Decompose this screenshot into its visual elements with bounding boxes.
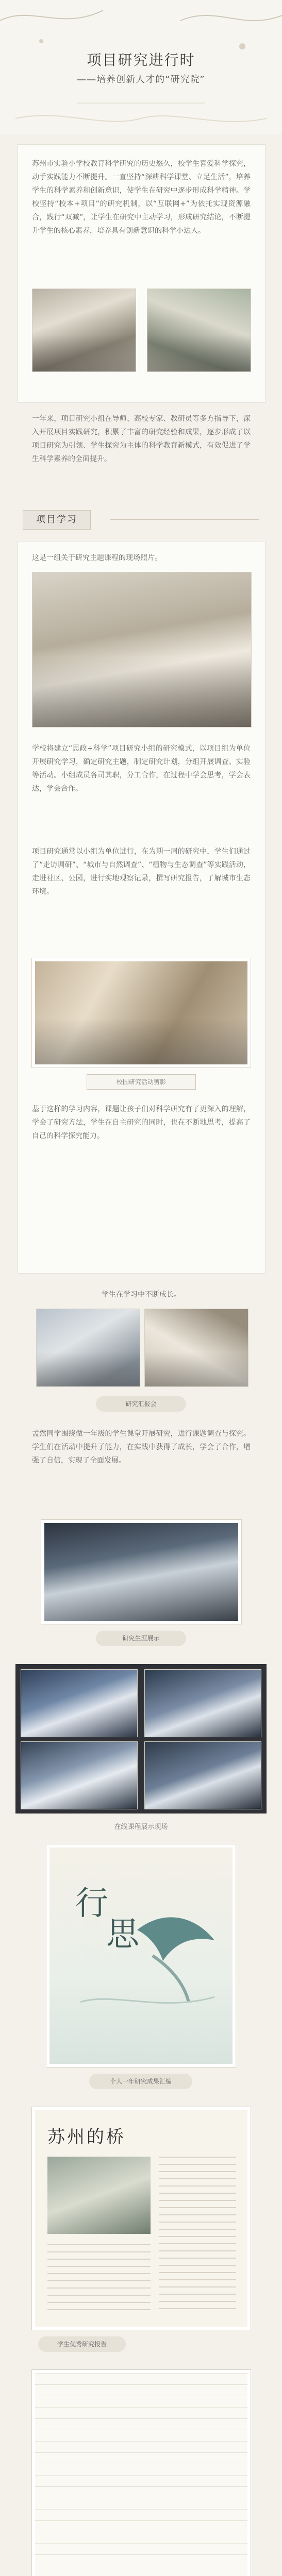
page-subtitle: ——培养创新人才的“研究院” (77, 74, 205, 85)
section1-lead-text: 这是一组关于研究主题课程的现场照片。 (32, 554, 162, 562)
section1-para3-text: 基于这样的学习内容，课题让孩子们对科学研究有了更深入的理解，学会了研究方法，学生在自主研究的同时，也在不断地思考，提高了自己的科学探究能力。 (32, 1105, 251, 1140)
intro2-text: 一年来，项目研究小组在导师、高校专家、教研员等多方指导下，深入开展项目实践研究，积累了丰富的研究经验和成果，逐步形成了以项目研究为引领、学生探究为主体的科学教育新模式，有效促进了学生科学素养的全面提升。 (32, 415, 251, 463)
section2-photo-right (144, 1309, 248, 1387)
section3-caption-2: 个人一年研究成果汇编 (89, 2074, 192, 2089)
section1-photo-group (35, 961, 247, 1064)
intro2-paragraph (32, 412, 251, 466)
section3-poster-frame (46, 1844, 236, 2067)
intro-photo-right (147, 289, 251, 372)
section2-lead (32, 1288, 251, 1301)
svg-text:思: 思 (106, 1916, 139, 1954)
intro-paragraph (32, 157, 251, 238)
section1-lead (32, 551, 251, 565)
article-header (0, 0, 282, 134)
section2-lead-text: 学生在学习中不断成长。 (102, 1291, 181, 1299)
section1-para1 (32, 742, 251, 795)
section4-doc-lines (159, 2157, 236, 2311)
bird-illustration-icon (60, 1868, 222, 2043)
section4-doc-title: 苏州的桥 (47, 2127, 126, 2147)
section4-handwriting (35, 2373, 247, 2576)
intro-photo-left (32, 289, 136, 372)
section1-para3 (32, 1103, 251, 1143)
page-title: 项目研究进行时 (87, 52, 195, 69)
section4-handwriting-frame (32, 2370, 251, 2576)
section4-doc-photo (47, 2157, 151, 2234)
section4-doc-frame (32, 2107, 251, 2330)
section3-caption-1: 在线课程展示现场 (114, 1823, 168, 1831)
section2-photo-stage (44, 1523, 238, 1621)
section3-photo-2 (144, 1669, 261, 1737)
section1-para2 (32, 845, 251, 899)
section2-caption-a: 研究汇报会 (96, 1396, 186, 1412)
section3-photo-4 (144, 1741, 261, 1809)
section2-para (32, 1427, 251, 1467)
section1-caption: 校园研究活动剪影 (87, 1074, 196, 1090)
section3-banner (15, 1664, 267, 1814)
section2-caption-b: 研究生涯展示 (96, 1631, 186, 1646)
section1-photo-frame (32, 958, 251, 1067)
section4-doc-caption: 学生优秀研究报告 (38, 2336, 126, 2352)
section2-photo-left (36, 1309, 140, 1387)
section3-photo-1 (21, 1669, 138, 1737)
svg-text:行: 行 (75, 1885, 108, 1923)
section1-photo-main (32, 572, 252, 727)
section-tag-project-learning: 项目学习 (23, 510, 91, 530)
intro-text: 苏州市实验小学校教育科学研究的历史悠久，校学生喜爱科学探究，动手实践能力不断提升。一直坚持“深耕科学课堂、立足生活”，培养学生的科学素养和创新意识，使学生在研究中逐步形成科学精神。学校坚持“校本+项目”的研究机制，以“互联网+”为依托实现资源融合，践行“双减”，让学生在研究中主动学习，形成研究结论，不断提升学生的核心素养，培养具有创新意识的科学小达人。 (32, 160, 251, 235)
section3-photo-3 (21, 1741, 138, 1809)
section2-photo-frame (41, 1520, 241, 1624)
section2-para-text: 孟然同学围绕做一年级的学生课堂开展研究，进行课题调查与探究。学生们在活动中提升了能力，在实践中获得了成长，学会了合作，增强了自信，实现了全面发展。 (32, 1430, 251, 1465)
section1-para1-text: 学校将建立“思政+科学”项目研究小组的研究模式，以项目组为单位开展研究学习，确定研究主题，制定研究计划，分组开展调查、实验等活动。小组成员各司其职，分工合作，在过程中学会思考，学会表达，学会合作。 (32, 744, 251, 793)
section1-para2-text: 项目研究通常以小组为单位进行，在为期一周的研究中，学生们通过了“走访调研”、“城市与自然调查”、“植物与生态调查”等实践活动，走进社区、公园，进行实地观察记录，撰写研究报告，了解城市生态环境。 (32, 848, 251, 896)
section4-doc-lines-2 (47, 2244, 151, 2311)
